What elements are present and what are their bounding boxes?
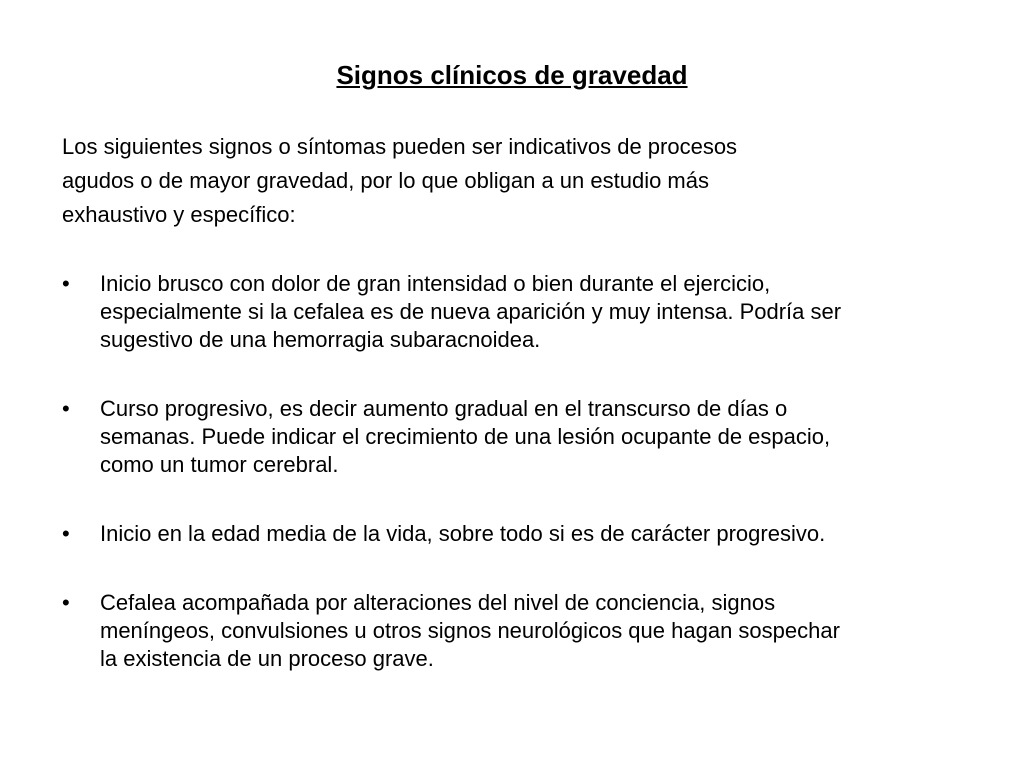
bullet-text-line: como un tumor cerebral. xyxy=(100,452,339,477)
bullet-text-line: Inicio brusco con dolor de gran intensidad o bien durante el ejercicio, xyxy=(100,271,771,296)
bullet-text-line: especialmente si la cefalea es de nueva aparición y muy intensa. Podría ser xyxy=(100,299,842,324)
slide-title: Signos clínicos de gravedad xyxy=(336,60,688,90)
bullet-item xyxy=(62,520,982,548)
bullet-dot-icon: • xyxy=(62,521,70,546)
bullet-item xyxy=(62,270,982,354)
bullet-text-line: semanas. Puede indicar el crecimiento de una lesión ocupante de espacio, xyxy=(100,424,831,449)
bullet-item xyxy=(62,395,982,479)
bullet-text-line: la existencia de un proceso grave. xyxy=(100,646,434,671)
bullet-item xyxy=(62,589,982,673)
intro-line: exhaustivo y específico: xyxy=(62,202,296,227)
bullet-list xyxy=(62,270,982,714)
bullet-text-line: Curso progresivo, es decir aumento gradual en el transcurso de días o xyxy=(100,396,788,421)
bullet-dot-icon: • xyxy=(62,590,70,615)
intro-line: Los siguientes signos o síntomas pueden ser indicativos de procesos xyxy=(62,134,738,159)
bullet-dot-icon: • xyxy=(62,271,70,296)
bullet-text-line: sugestivo de una hemorragia subaracnoidea. xyxy=(100,327,541,352)
bullet-text-line: Cefalea acompañada por alteraciones del nivel de conciencia, signos xyxy=(100,590,776,615)
bullet-text-line: meníngeos, convulsiones u otros signos neurológicos que hagan sospechar xyxy=(100,618,840,643)
bullet-text-line: Inicio en la edad media de la vida, sobre todo si es de carácter progresivo. xyxy=(100,521,826,546)
intro-line: agudos o de mayor gravedad, por lo que obligan a un estudio más xyxy=(62,168,709,193)
bullet-dot-icon: • xyxy=(62,396,70,421)
intro-paragraph xyxy=(62,130,882,232)
